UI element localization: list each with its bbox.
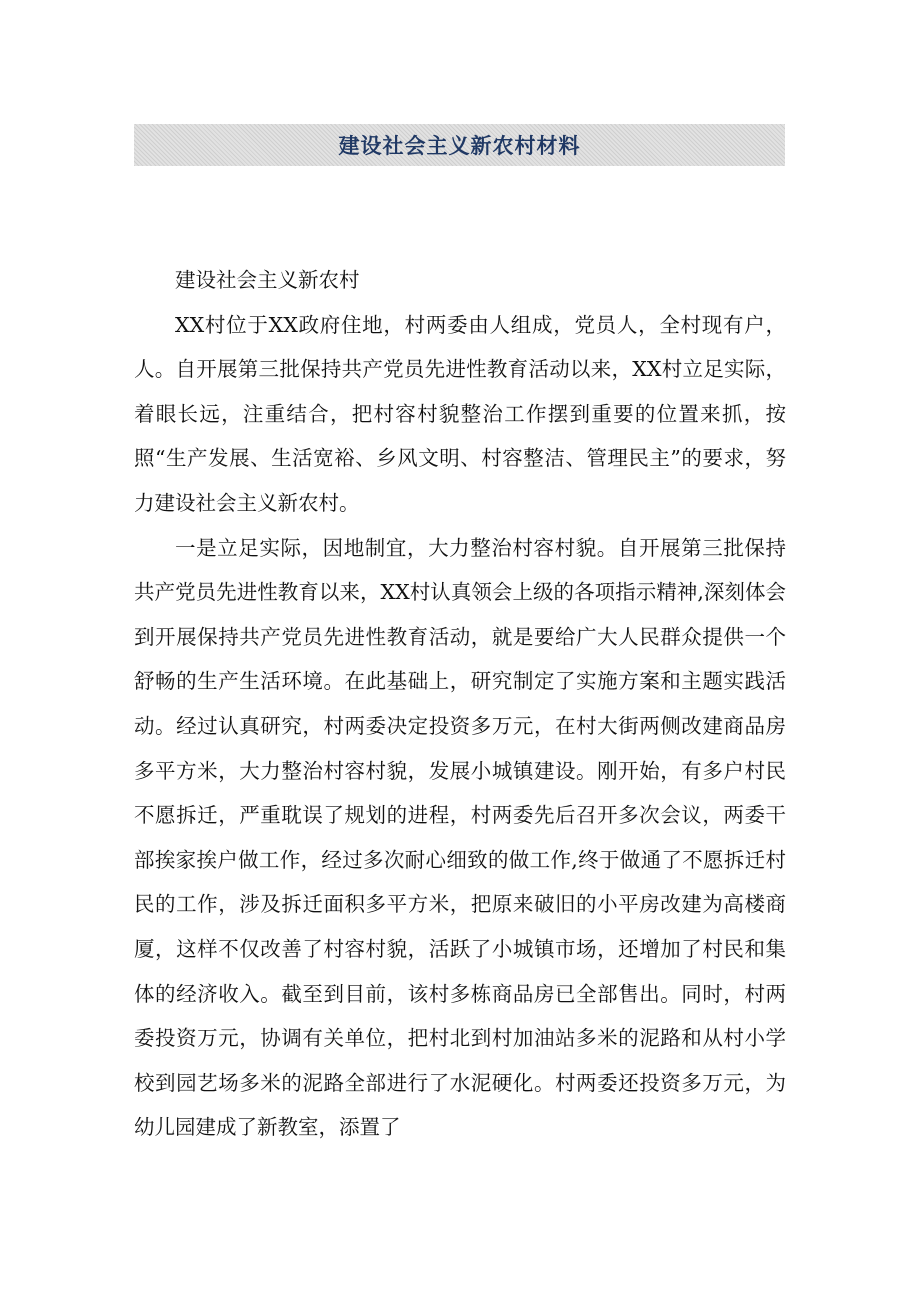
- document-body: [134, 258, 786, 1150]
- section-heading: 建设社会主义新农村: [175, 268, 360, 292]
- title-banner: [134, 124, 785, 166]
- document-title: 建设社会主义新农村材料: [338, 134, 581, 158]
- paragraph: XX村位于XX政府住地，村两委由人组成，党员人，全村现有户，人。自开展第三批保持共产党员先进性教育活动以来，XX村立足实际，着眼长远，注重结合，把村容村貌整治工作摆到重要的位置来抓，按照“生产发展、生活宽裕、乡风文明、村容整洁、管理民主”的要求，努力建设社会主义新农村。: [134, 312, 786, 515]
- paragraph: 一是立足实际，因地制宜，大力整治村容村貌。自开展第三批保持共产党员先进性教育以来，XX村认真领会上级的各项指示精神,深刻体会到开展保持共产党员先进性教育活动，就是要给广大人民群众提供一个舒畅的生产生活环境。在此基础上，研究制定了实施方案和主题实践活动。经过认真研究，村两委决定投资多万元，在村大街两侧改建商品房多平方米，大力整治村容村貌，发展小城镇建设。刚开始，有多户村民不愿拆迁，严重耽误了规划的进程，村两委先后召开多次会议，两委干部挨家挨户做工作，经过多次耐心细致的做工作,终于做通了不愿拆迁村民的工作，涉及拆迁面积多平方米，把原来破旧的小平房改建为高楼商厦，这样不仅改善了村容村貌，活跃了小城镇市场，还增加了村民和集体的经济收入。截至到目前，该村多栋商品房已全部售出。同时，村两委投资万元，协调有关单位，把村北到村加油站多米的泥路和从村小学校到园艺场多米的泥路全部进行了水泥硬化。村两委还投资多万元，为幼儿园建成了新教室，添置了: [134, 535, 786, 1140]
